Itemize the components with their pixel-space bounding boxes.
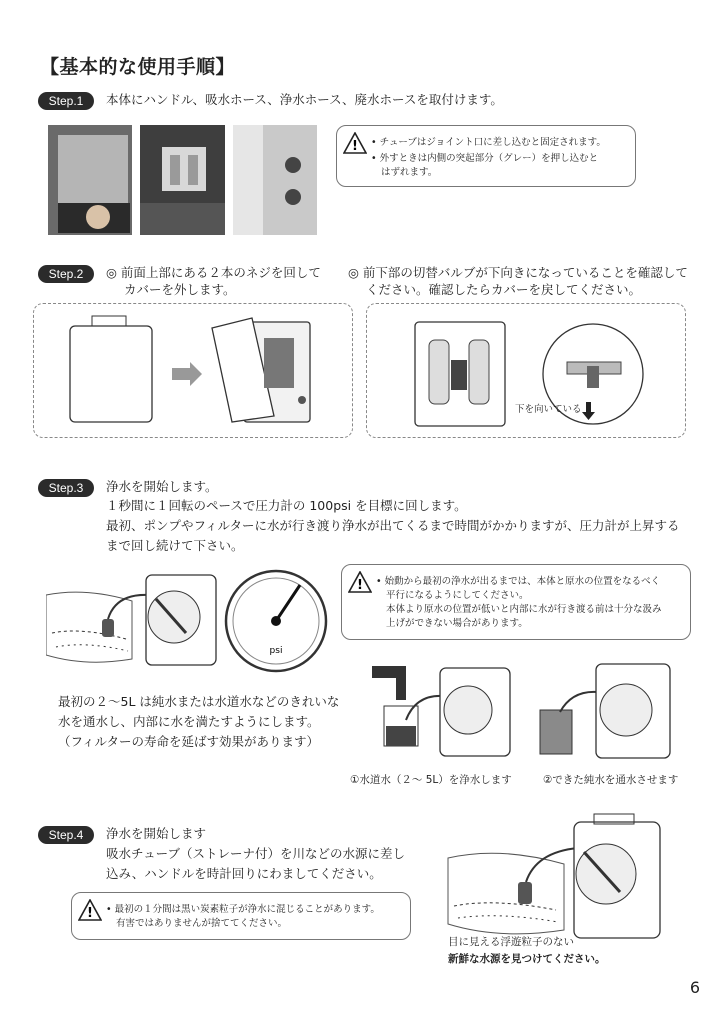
note-line: • チューブはジョイント口に差し込むと固定されます。 [371, 137, 606, 148]
step2-right-line: ください。確認したらカバーを戻してください。 [366, 282, 642, 297]
step3-caption-2: ②できた純水を通水させます [543, 774, 679, 786]
step3-body-line: 水を通水し、内部に水を満たすようにします。 [58, 714, 320, 729]
note-line: • 外すときは内側の突起部分（グレー）を押し込むと [371, 153, 599, 164]
step3-caption-1: ①水道水（２～ 5L）を浄水します [350, 774, 512, 786]
note-line: はずれます。 [381, 167, 438, 178]
step3-line: 最初、ポンプやフィルターに水が行き渡り浄水が出てくるまで時間がかかりますが、圧力計が上昇する [106, 518, 680, 533]
step1-photo-2 [140, 125, 225, 235]
handle-attach-photo [48, 125, 132, 235]
gauge-unit-label: psi [269, 646, 283, 656]
valve-check-illustration [367, 304, 685, 437]
step3-body-line: （フィルターの寿命を延ばす効果があります） [58, 734, 320, 749]
pressure-gauge-icon [224, 569, 328, 673]
warning-icon [78, 899, 102, 921]
step4-line: 吸水チューブ（ストレーナ付）を川などの水源に差し [106, 846, 406, 861]
step4-line: 込み、ハンドルを時計回りにわましてください。 [106, 866, 382, 881]
step3-line: 浄水を開始します。 [106, 479, 218, 494]
note-line: • 最初の１分間は黒い炭素粒子が浄水に混じることがあります。 [106, 904, 380, 915]
note-line: 平行になるようにしてください。 [386, 590, 529, 601]
river-pumping-illustration [46, 563, 222, 673]
step3-badge: Step.3 [38, 479, 94, 497]
step2-cover-panel [33, 303, 353, 438]
svg-text:!: ! [87, 906, 93, 921]
step1-photo-1 [48, 125, 132, 235]
page-number: 6 [689, 978, 700, 997]
step4-note [71, 892, 411, 940]
tap-water-illustration [366, 660, 526, 766]
step4-caption-line: 新鮮な水源を見つけてください。 [448, 953, 606, 965]
warning-icon [348, 571, 372, 593]
step4-line: 浄水を開始します [106, 826, 207, 841]
pure-water-illustration [534, 652, 694, 766]
step1-badge: Step.1 [38, 92, 94, 110]
cover-removal-illustration [34, 304, 352, 437]
step2-valve-panel [366, 303, 686, 438]
svg-text:!: ! [352, 139, 358, 154]
step2-badge: Step.2 [38, 265, 94, 283]
river-source-illustration [444, 812, 666, 942]
step1-note [336, 125, 636, 187]
step4-caption-line: 目に見える浮遊粒子のない [448, 936, 574, 948]
hose-port-photo [233, 125, 317, 235]
step1-photo-3 [233, 125, 317, 235]
step2-left-line: カバーを外します。 [124, 282, 236, 297]
svg-text:!: ! [357, 578, 363, 593]
page-title: 【基本的な使用手順】 [40, 56, 236, 78]
step3-line: １秒間に１回転のペースで圧力計の 100psi を目標に回します。 [106, 498, 467, 513]
step3-line: まで回し続けて下さい。 [106, 538, 244, 553]
note-line: • 始動から最初の浄水が出るまでは、本体と原水の位置をなるべく [376, 576, 661, 587]
step3-note [341, 564, 691, 640]
step2-left-line: ◎ 前面上部にある２本のネジを回して [106, 265, 321, 280]
step3-body-line: 最初の２～5L は純水または水道水などのきれいな [58, 694, 340, 709]
step4-badge: Step.4 [38, 826, 94, 844]
note-line: 有害ではありませんが捨ててください。 [116, 918, 288, 929]
unit-open-photo [140, 125, 225, 235]
valve-label: 下を向いている [515, 404, 582, 415]
step1-text: 本体にハンドル、吸水ホース、浄水ホース、廃水ホースを取付けます。 [106, 92, 503, 107]
note-line: 本体より原水の位置が低いと内部に水が行き渡る前は十分な汲み [386, 604, 662, 615]
warning-icon [343, 132, 367, 154]
step2-right-line: ◎ 前下部の切替バルブが下向きになっていることを確認して [348, 265, 688, 280]
note-line: 上げができない場合があります。 [386, 618, 528, 629]
